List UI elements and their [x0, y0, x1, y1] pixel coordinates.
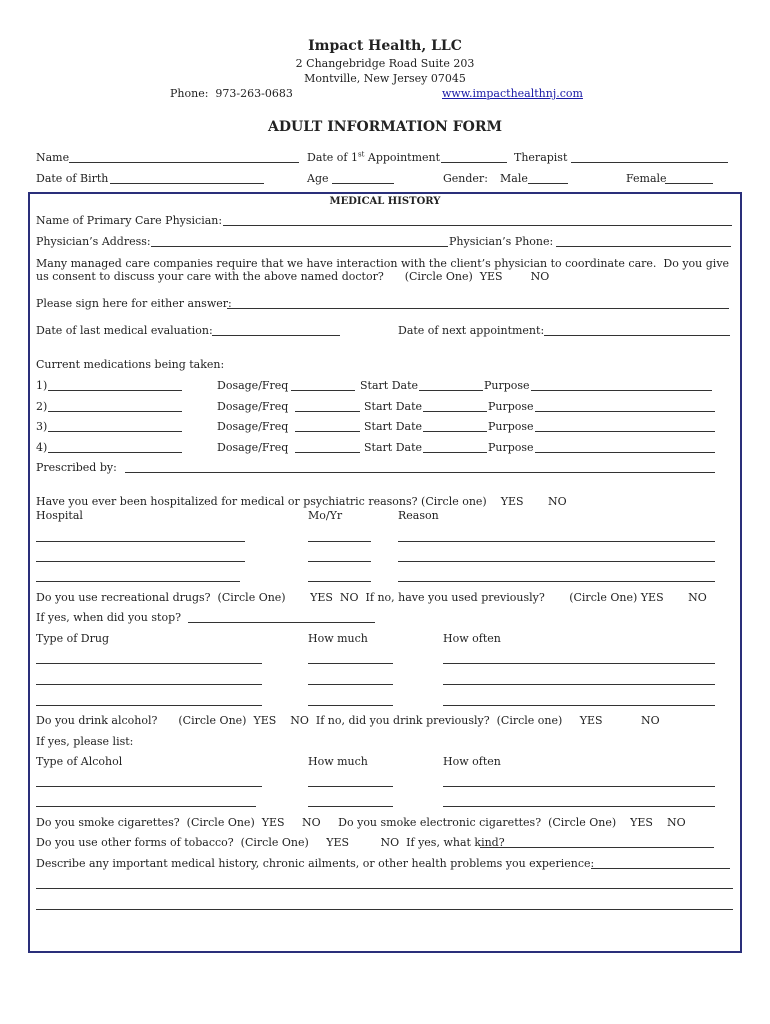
purpose-label: Purpose — [484, 379, 530, 392]
drug-how-often-header: How often — [443, 632, 501, 645]
age-label: Age — [307, 172, 329, 185]
medication-name-field[interactable] — [48, 452, 182, 453]
drug-how-often-field[interactable] — [443, 705, 715, 706]
medication-number: 2) — [36, 400, 48, 413]
alcohol-how-much-header: How much — [308, 755, 368, 768]
female-field[interactable] — [665, 183, 713, 184]
dob-field[interactable] — [110, 183, 264, 184]
drug-type-field[interactable] — [36, 663, 262, 664]
reason-field[interactable] — [398, 541, 715, 542]
alcohol-how-much-field[interactable] — [308, 786, 393, 787]
dosage-label: Dosage/Freq — [217, 420, 289, 433]
therapist-label: Therapist — [514, 151, 568, 164]
dosage-field[interactable] — [295, 411, 360, 412]
age-field[interactable] — [332, 183, 394, 184]
medication-number: 3) — [36, 420, 48, 433]
drug-how-much-field[interactable] — [308, 663, 393, 664]
tobacco-kind-field[interactable] — [480, 847, 714, 848]
alcohol-type-field[interactable] — [36, 806, 256, 807]
drug-type-field[interactable] — [36, 705, 262, 706]
tobacco-question: Do you use other forms of tobacco? (Circle One) YES NO If yes, what kind? — [36, 836, 505, 849]
male-field[interactable] — [528, 183, 568, 184]
purpose-field[interactable] — [535, 431, 715, 432]
signature-field[interactable] — [227, 308, 729, 309]
medical-history-heading: MEDICAL HISTORY — [329, 196, 441, 207]
start-date-label: Start Date — [364, 400, 422, 413]
consent-text-2: us consent to discuss your care with the above named doctor? (Circle One) YES NO — [36, 270, 550, 283]
alcohol-list-label: If yes, please list: — [36, 735, 134, 748]
moyr-field[interactable] — [308, 581, 371, 582]
prescribed-by-field[interactable] — [125, 472, 715, 473]
hospital-field[interactable] — [36, 561, 245, 562]
medications-heading: Current medications being taken: — [36, 358, 225, 371]
alcohol-question: Do you drink alcohol? (Circle One) YES NO If no, did you drink previously? (Circle one) YES NO — [36, 714, 660, 727]
moyr-field[interactable] — [308, 561, 371, 562]
purpose-label: Purpose — [488, 400, 534, 413]
male-label: Male — [500, 172, 528, 185]
hospitalized-question: Have you ever been hospitalized for medical or psychiatric reasons? (Circle one) YES NO — [36, 495, 567, 508]
reason-field[interactable] — [398, 561, 715, 562]
drug-type-field[interactable] — [36, 684, 262, 685]
drugs-stop-field[interactable] — [188, 622, 375, 623]
moyr-column-header: Mo/Yr — [308, 509, 343, 522]
smoking-question: Do you smoke cigarettes? (Circle One) YES NO Do you smoke electronic cigarettes? (Circle One) YES NO — [36, 816, 686, 829]
pcp-field[interactable] — [223, 225, 732, 226]
alcohol-how-often-header: How often — [443, 755, 501, 768]
physician-phone-label: Physician’s Phone: — [449, 235, 554, 248]
last-evaluation-label: Date of last medical evaluation: — [36, 324, 213, 337]
medication-name-field[interactable] — [48, 390, 182, 391]
alcohol-how-often-field[interactable] — [443, 806, 715, 807]
physician-phone-field[interactable] — [556, 246, 731, 247]
first-appointment-field[interactable] — [441, 162, 507, 163]
alcohol-how-often-field[interactable] — [443, 786, 715, 787]
purpose-field[interactable] — [531, 390, 712, 391]
form-title: ADULT INFORMATION FORM — [267, 119, 502, 135]
start-date-field[interactable] — [423, 411, 487, 412]
dosage-label: Dosage/Freq — [217, 400, 289, 413]
medication-name-field[interactable] — [48, 431, 182, 432]
drug-how-much-field[interactable] — [308, 684, 393, 685]
medication-name-field[interactable] — [48, 411, 182, 412]
reason-column-header: Reason — [398, 509, 439, 522]
drug-type-header: Type of Drug — [36, 632, 109, 645]
dob-label: Date of Birth — [36, 172, 109, 185]
name-label: Name — [36, 151, 70, 164]
start-date-label: Start Date — [364, 441, 422, 454]
purpose-field[interactable] — [535, 452, 715, 453]
dosage-field[interactable] — [295, 431, 360, 432]
next-appointment-field[interactable] — [544, 335, 730, 336]
hospital-column-header: Hospital — [36, 509, 83, 522]
dosage-field[interactable] — [295, 452, 360, 453]
consent-text-1: Many managed care companies require that we have interaction with the client’s physician to coordinate care. Do you give — [36, 257, 730, 270]
alcohol-type-header: Type of Alcohol — [36, 755, 123, 768]
address-line-1: 2 Changebridge Road Suite 203 — [295, 57, 475, 70]
drugs-question: Do you use recreational drugs? (Circle One) YES NO If no, have you used previously? (Circle One) YES NO — [36, 591, 707, 604]
hospital-field[interactable] — [36, 581, 240, 582]
purpose-label: Purpose — [488, 420, 534, 433]
therapist-field[interactable] — [571, 162, 728, 163]
pcp-label: Name of Primary Care Physician: — [36, 214, 223, 227]
drug-how-much-field[interactable] — [308, 705, 393, 706]
female-label: Female — [626, 172, 667, 185]
medical-history-description-label: Describe any important medical history, chronic ailments, or other health problems you experience: — [36, 857, 595, 870]
start-date-field[interactable] — [423, 452, 487, 453]
first-appointment-label: Date of 1st Appointment — [307, 150, 441, 164]
medication-number: 1) — [36, 379, 48, 392]
medical-history-description-line[interactable] — [36, 909, 733, 910]
hospital-field[interactable] — [36, 541, 245, 542]
medical-history-description-field[interactable] — [591, 868, 730, 869]
drug-how-much-header: How much — [308, 632, 368, 645]
start-date-field[interactable] — [419, 390, 483, 391]
medical-history-description-line[interactable] — [36, 888, 733, 889]
purpose-label: Purpose — [488, 441, 534, 454]
gender-label: Gender: — [443, 172, 488, 185]
moyr-field[interactable] — [308, 541, 371, 542]
medication-number: 4) — [36, 441, 48, 454]
dosage-label: Dosage/Freq — [217, 441, 289, 454]
start-date-field[interactable] — [423, 431, 487, 432]
reason-field[interactable] — [398, 581, 715, 582]
alcohol-type-field[interactable] — [36, 786, 262, 787]
purpose-field[interactable] — [535, 411, 715, 412]
dosage-field[interactable] — [291, 390, 355, 391]
drugs-stop-label: If yes, when did you stop? — [36, 611, 182, 624]
drug-how-often-field[interactable] — [443, 663, 715, 664]
physician-address-field[interactable] — [151, 246, 448, 247]
last-evaluation-field[interactable] — [212, 335, 340, 336]
address-line-2: Montville, New Jersey 07045 — [304, 72, 466, 85]
alcohol-how-much-field[interactable] — [308, 806, 393, 807]
prescribed-by-label: Prescribed by: — [36, 461, 117, 474]
phone-number: Phone: 973-263-0683 — [170, 87, 293, 100]
signature-label: Please sign here for either answer: — [36, 297, 232, 310]
dosage-label: Dosage/Freq — [217, 379, 289, 392]
website-link[interactable]: www.impacthealthnj.com — [442, 87, 583, 100]
start-date-label: Start Date — [360, 379, 418, 392]
next-appointment-label: Date of next appointment: — [398, 324, 545, 337]
physician-address-label: Physician’s Address: — [36, 235, 151, 248]
company-name: Impact Health, LLC — [308, 38, 462, 54]
drug-how-often-field[interactable] — [443, 684, 715, 685]
start-date-label: Start Date — [364, 420, 422, 433]
name-field[interactable] — [69, 162, 299, 163]
